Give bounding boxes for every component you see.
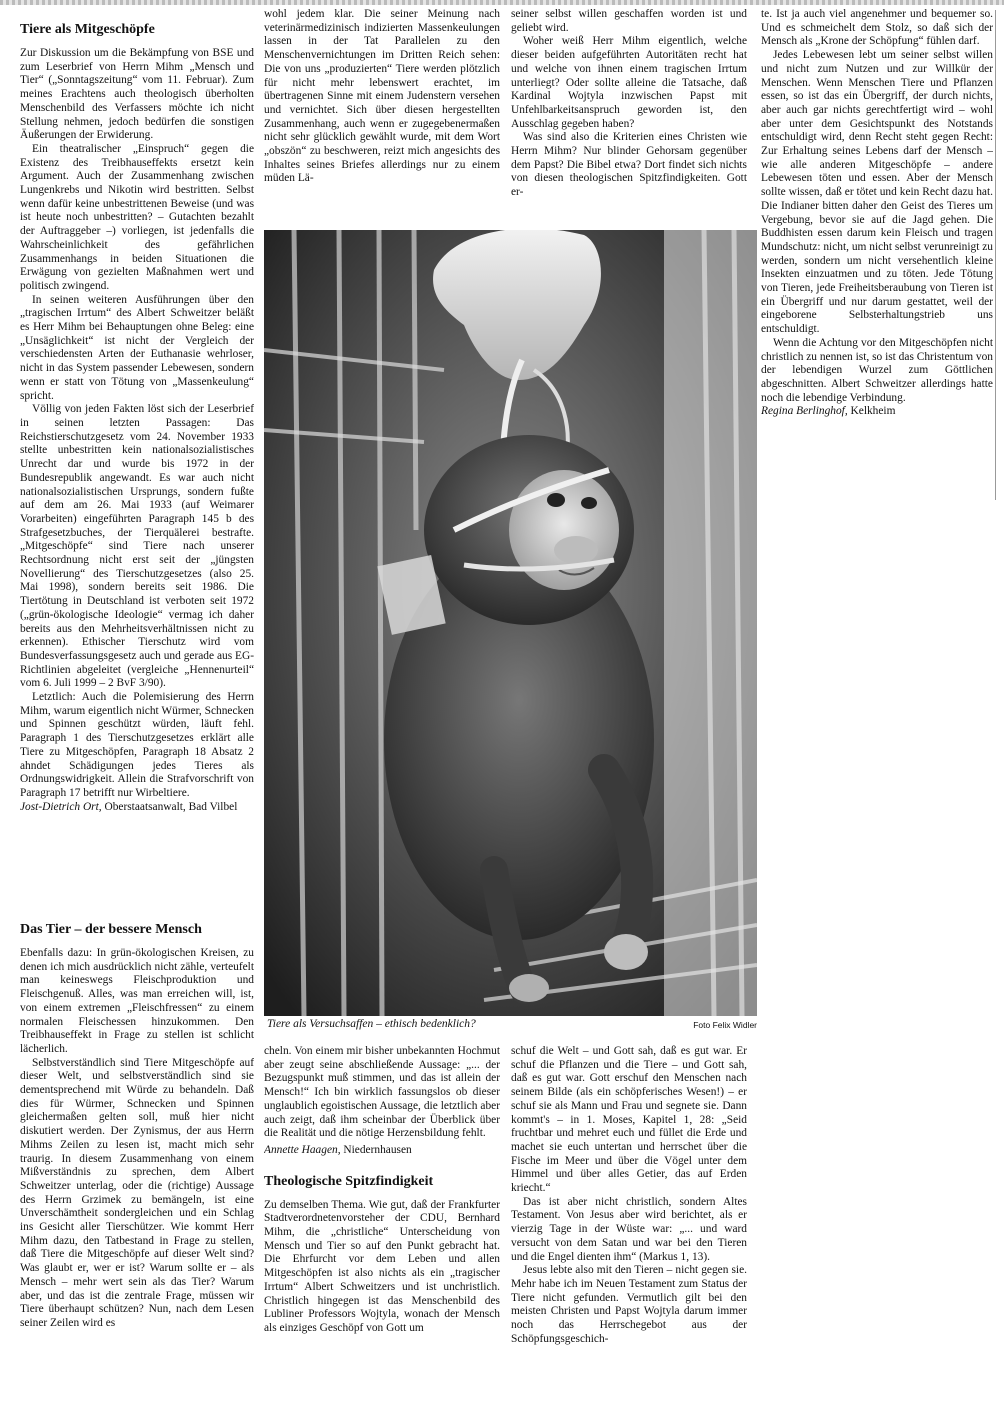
article-title: Tiere als Mitgeschöpfe [20, 22, 155, 37]
author-name: Jost-Dietrich Ort, [20, 800, 102, 813]
author-name: Annette Haagen, [264, 1143, 341, 1156]
monkey-in-cage-image [264, 230, 757, 1016]
caption-text: Tiere als Versuchsaffen – ethisch bedenklich? [267, 1018, 476, 1030]
author-line [264, 1144, 500, 1158]
top-border [0, 0, 1004, 5]
paragraph: schuf die Welt – und Gott sah, daß es gut war. Er schuf die Pflanzen und die Tiere – und Gott sah, daß es gut war. Gott erschuf den Menschen nach seinem Bilde (als ein schöpferisches Wesen!) – er schuf sie als Mann und Frau und segnete sie. Dann kommt's – in 1. Moses, Kapitel 1, 28: „Seid fruchtbar und mehret euch und füllet die Erde und machet sie euch untertan und herrschet über die Fische im Meer und über die Vögel unter dem Himmel und über alles Getier, das auf Erden kriecht.“ [511, 1045, 747, 1195]
paragraph: Das ist aber nicht christlich, sondern Altes Testament. Von Jesus aber wird berichtet, als er vierzig Tage in der Wüste war: „... und ward versucht von dem Satan und war bei den Tieren und die Engel dienten ihm“ (Markus 1, 13). [511, 1195, 747, 1263]
article-das-tier-col2-bottom [264, 1045, 500, 1395]
right-frame-line [995, 10, 1004, 500]
article-title: Das Tier – der bessere Mensch [20, 922, 202, 937]
photo-credit: Foto Felix Widler [693, 1020, 757, 1030]
paragraph: wohl jedem klar. Die seiner Meinung nach veterinärmedizinisch indizierten Massenkeulungen lassen in der Tat Parallelen zu den Menschenvernichtungen im Dritten Reich sehen: Die von uns „produzierten“ Tiere werden plötzlich für nicht mehr lebenswert erachtet, im übertragenen Sinne mit einem Judenstern versehen und vernichtet. Sich über diesen hergestellten Zusammenhang, auch wenn er zugegebenermaßen nicht sehr glücklich gewählt wurde, mit dem Wort „obszön“ zu beschweren, reizt mich angesichts des Inhaltes seines Briefes allerdings nur zu einem müden Lä- [264, 8, 500, 185]
author-name: Regina Berlinghof, [761, 405, 848, 418]
article-das-tier-col1 [20, 922, 254, 1392]
paragraph: In seinen weiteren Ausführungen über den „tragischen Irrtum“ des Albert Schweitzer beläßt es Herr Mihm bei Behauptungen ohne Beleg: eine „Unsäglichkeit“ ist nicht der Vergleich der verschiedensten Arten der Euthanasie wehrloser, nicht in das System passender Lebewesen, sondern wenn er statt von Tötung von „Massenkeulung“ spricht. [20, 293, 254, 402]
author-place: Oberstaatsanwalt, Bad Vilbel [101, 800, 238, 813]
author-line [761, 405, 993, 419]
paragraph: Letztlich: Auch die Polemisierung des Herrn Mihm, warum eigentlich nicht Würmer, Schnecken und Spinnen geschützt würden, läuft fehl. Paragraph 1 des Tierschutzgesetzes erklärt alle Tiere zu Mitgeschöpfen, Paragraph 18 Absatz 2 ahndet Schädigungen jedes Tieres als Ordnungswidrigkeit. Allein die Strafvorschrift von Paragraph 17 betrifft nur Wirbeltiere. [20, 691, 254, 799]
article-theologische-col3-bottom [511, 1045, 747, 1395]
paragraph: Wenn die Achtung vor den Mitgeschöpfen nicht christlich zu nennen ist, so ist das Christentum von der lebendigen Wurzel zum Göttlichen abgeschnitten. Albert Schweitzer allerdings hatte noch die lebendige Verbindung. [761, 336, 993, 404]
paragraph: Jedes Lebewesen lebt um seiner selbst willen und nicht zum Nutzen und zur Willkür der Menschen. Wenn Menschen Tiere und Pflanzen essen, so ist das ein Übergriff, der durch nichts, aber auch gar nichts gerechtfertigt wird – wohl aber unter dem Gesichtspunkt des Notstands entschuldigt wird, denn Recht steht gegen Recht: Zur Erhaltung seines Lebens darf der Mensch – wie alle anderen Mitgeschöpfe – andere Lebewesen töten und essen. Aber der Mensch sollte wissen, daß er tötet und kein Recht dazu hat. Die Indianer bitten daher den Geist des Tieres um Vergebung, bevor sie auf die Jagd gehen. Die Buddhisten essen darum kein Fleisch und tragen Mundschutz: nicht, um nicht selbst verunreinigt zu werden, sondern um nicht versehentlich kleine Insekten einzuatmen und zu töten. Jede Tötung von Tieren, jede Freiheitsberaubung von Tieren ist ein Übergriff und nur darum gestattet, weil der eingeborene Selbsterhaltungstrieb uns entschuldigt. [761, 49, 993, 336]
article-theologische-col3-top [511, 8, 747, 220]
author-place: Niedernhausen [340, 1143, 412, 1156]
paragraph: Zu demselben Thema. Wie gut, daß der Frankfurter Stadtverordnetenvorsteher der CDU, Bernhard Mihm, die „christliche“ Unterscheidung von Mensch und Tier so auf den Punkt gebracht hat. Die Ehrfurcht vor dem Leben und allen Mitgeschöpfen ist also nichts als ein „tragischer Irrtum“ Albert Schweitzers und ist unchristlich. Christlich hingegen ist das Menschenbild des Lubliner Professors Wojtyla, wonach der Mensch als einziges Geschöpf von Gott um [264, 1198, 500, 1334]
paragraph: Selbstverständlich sind Tiere Mitgeschöpfe auf dieser Welt, und selbstverständlich sind sie dementsprechend mit Würde zu behandeln. Daß dies für Würmer, Schnecken und Spinnen gleichermaßen gelten soll, muß hier nicht diskutiert werden. Der Zynismus, der aus Herrn Mihms Zeilen zu lesen ist, macht mich sehr traurig. In diesem Zusammenhang von einem Mißverständnis zu sprechen, dem Albert Schweitzer unterlag, oder die (richtige) Aussage des Herrn Grzimek zu bemängeln, ist eine Unverschämtheit sondergleichen und ein Schlag ins Gesicht aller Tierschützer. Wie kommt Herr Mihm dazu, den Tatbestand in Frage zu stellen, daß Tiere die Mitgeschöpfe auf dieser Welt sind? Was glaubt er, wer er ist? Warum sollte er – als Mensch – mehr wert sein als das Tier? Warum aber, und das ist die zentrale Frage, müssen wir Tiere überhaupt schützen? Nun, nach dem Lesen seiner Zeilen wird es [20, 1056, 254, 1329]
paragraph: Was sind also die Kriterien eines Christen wie Herrn Mihm? Nur blinder Gehorsam gegenüber dem Papst? Die Bibel etwa? Dort findet sich nichts von diesen theologischen Spitzfindigkeiten. Gott er- [511, 131, 747, 199]
article-theologische-col4 [761, 8, 993, 498]
paragraph: seiner selbst willen geschaffen worden ist und geliebt wird. [511, 8, 747, 34]
paragraph: Jesus lebte also mit den Tieren – nicht gegen sie. Mehr habe ich im Neuen Testament zum Status der Tiere nicht gefunden. Vermutlich gilt bei den meisten Christen und Papst Wojtyla darum immer noch das Herrschegebot aus der Schöpfungsgeschich- [511, 1264, 747, 1345]
paragraph: Woher weiß Herr Mihm eigentlich, welche dieser beiden aufgeführten Autoritäten recht hat und welche von ihnen einem tragischen Irrtum unterliegt? Oder sollte alleine die Tatsache, daß Kardinal Wojtyla inzwischen Papst mit Unfehlbarkeitsanspruch geworden ist, den Ausschlag gegeben haben? [511, 35, 747, 130]
photo-caption [267, 1018, 757, 1034]
article-das-tier-col2-top [264, 8, 500, 220]
paragraph: te. Ist ja auch viel angenehmer und bequemer so. Und es schmeichelt dem Stolz, so daß sich der Mensch als „Krone der Schöpfung“ fühlen darf. [761, 8, 993, 48]
paragraph: Ein theatralischer „Einspruch“ gegen die Existenz des Treibhauseffekts ersetzt kein Argument. Auch der Zusammenhang zwischen Lungenkrebs und Nikotin wird bestritten. Selbst wenn dafür keine unbestrittenen Beweise (und was ist heute noch unbestritten? – Gutachten bezahlt der Auftraggeber –) vorliegen, ist jedenfalls die Wahrscheinlichkeit des gefährlichen Zusammenhangs in beiden Situationen die Erwägung von gezielten Maßnahmen wert und politisch zwingend. [20, 142, 254, 292]
paragraph: cheln. Von einem mir bisher unbekannten Hochmut aber zeugt seine abschließende Aussage: „... der Bezugspunkt muß stimmen, und das ist allein der Mensch!“ Ich bin wirklich fassungslos ob dieser unglaublich egoistischen Aussage, die letztlich aber auch zeigt, daß ihm scheinbar der Überblick über die Realität und die nötige Herzensbildung fehlt. [264, 1045, 500, 1140]
paragraph: Zur Diskussion um die Bekämpfung von BSE und zum Leserbrief von Herrn Mihm „Mensch und Tier“ („Sonntagszeitung“ vom 11. Februar). Zum meines Erachtens auch theologisch überholten Menschenbild des Verfassers möchte ich nicht Stellung nehmen, jedoch bedürfen die sonstigen Äußerungen der Erwiderung. [20, 47, 254, 142]
article-tiere-als-mitgeschoepfe [20, 22, 254, 912]
author-line [20, 801, 254, 815]
monkey-photo [264, 230, 757, 1016]
author-place: Kelkheim [847, 405, 896, 418]
paragraph: Völlig von jeden Fakten löst sich der Leserbrief in seinen letzten Passagen: Das Reichstierschutzgesetz vom 24. November 1933 stellte unbestritten kein nationalsozialistisches Unrecht dar und wurde bis 1972 in der Bundesrepublik angewandt. Es war auch nicht nationalsozialistischen Ursprungs, sondern fußte auf dem am 26. Mai 1933 (auf Weimarer Vorarbeiten) eingeführten Paragraph 145 b des Strafgesetzbuches, der Tierquälerei bestrafte. „Mitgeschöpfe“ sind Tiere nach unserer Rechtsordnung nicht erst seit der „jüngsten Novellierung“ des Tierschutzgesetzes (also 25. Mai 1998), sondern bereits seit 1986. Die Tiertötung in Deutschland ist verboten seit 1972 („grün-ökologische Ideologie“ vermag ich daher bereits aus den Mehrheitsverhältnissen nicht zu erkennen). Ethischer Tierschutz wird vom Bundesverfassungsgesetz auch und gerade aus EG-Richtlinien abgeleitet (vergleiche „Hennenurteil“ vom 6. Juli 1999 – 2 BvF 3/90). [20, 403, 254, 690]
paragraph: Ebenfalls dazu: In grün-ökologischen Kreisen, zu denen ich mich ausdrücklich nicht zähle, verteufelt man keineswegs Fleischproduktion und Fleischgenuß. Alles, was man erreichen will, ist, von einem extremen „Fleischfressen“ zu einem normalen Fleischessen hinzukommen. Den Treibhauseffekt in Frage zu stellen ist schlicht lächerlich. [20, 947, 254, 1055]
article-title: Theologische Spitzfindigkeit [264, 1173, 434, 1189]
